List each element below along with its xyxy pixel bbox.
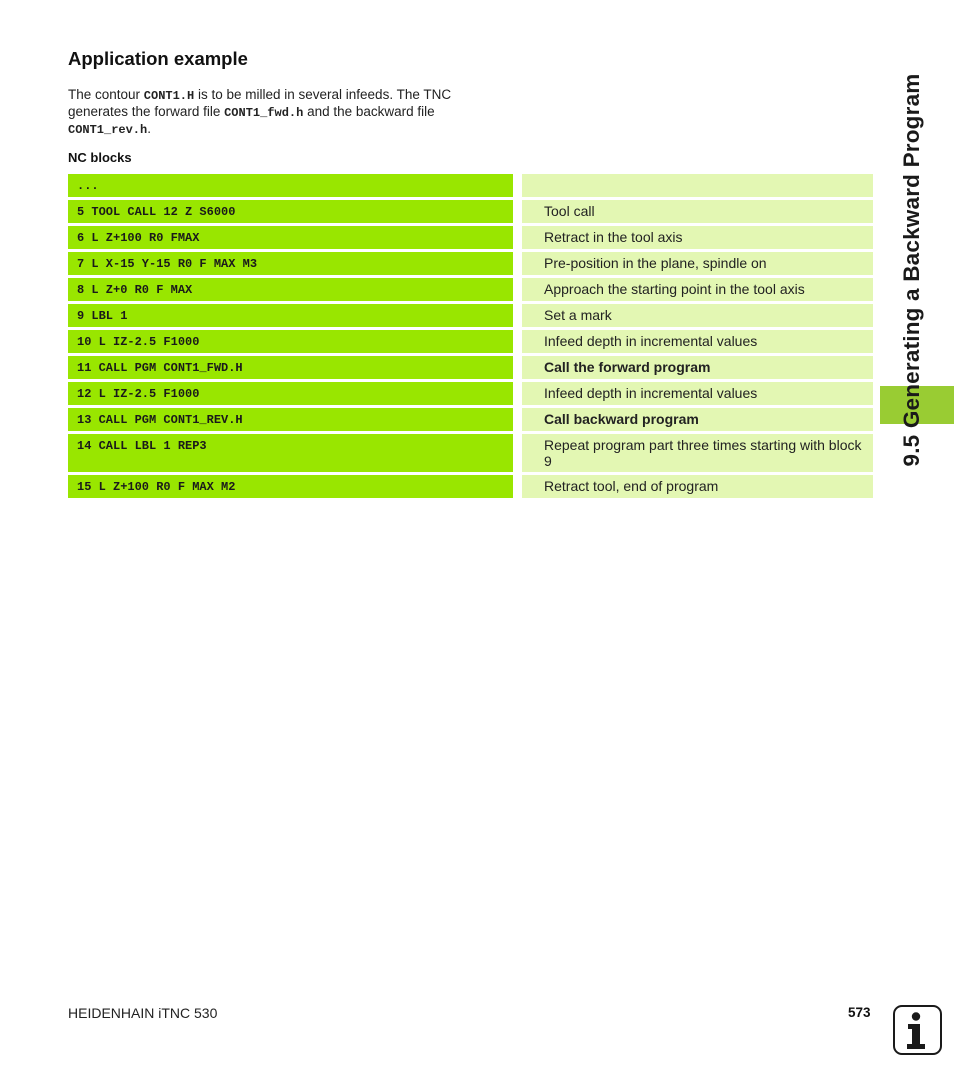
column-gap — [513, 356, 522, 379]
nc-block-code: 11 CALL PGM CONT1_FWD.H — [68, 356, 513, 379]
column-gap — [513, 226, 522, 249]
footer-manual-title: HEIDENHAIN iTNC 530 — [68, 1005, 218, 1021]
section-heading: Application example — [68, 48, 248, 69]
table-row — [68, 226, 873, 249]
nc-block-description — [522, 174, 873, 197]
nc-block-code: 7 L X-15 Y-15 R0 F MAX M3 — [68, 252, 513, 275]
info-glyph — [895, 1007, 939, 1052]
table-row — [68, 252, 873, 275]
table-row — [68, 434, 873, 472]
column-gap — [513, 330, 522, 353]
table-row — [68, 475, 873, 498]
column-gap — [513, 434, 522, 472]
table-row — [68, 304, 873, 327]
column-gap — [513, 200, 522, 223]
nc-block-description: Retract tool, end of program — [522, 475, 873, 498]
nc-block-code: 6 L Z+100 R0 FMAX — [68, 226, 513, 249]
nc-block-description: Tool call — [522, 200, 873, 223]
nc-block-description: Call the forward program — [522, 356, 873, 379]
nc-block-description: Call backward program — [522, 408, 873, 431]
table-row — [68, 382, 873, 405]
nc-block-code: ... — [68, 174, 513, 197]
info-icon — [893, 1005, 942, 1055]
nc-block-code: 5 TOOL CALL 12 Z S6000 — [68, 200, 513, 223]
nc-block-description: Repeat program part three times starting with block 9 — [522, 434, 873, 472]
intro-paragraph — [68, 87, 488, 138]
nc-block-code: 15 L Z+100 R0 F MAX M2 — [68, 475, 513, 498]
intro-text: is to be milled in several infeeds. The TNC generates the forward file — [68, 87, 452, 119]
intro-text: and the backward file — [303, 104, 435, 119]
column-gap — [513, 252, 522, 275]
column-gap — [513, 475, 522, 498]
nc-block-code: 10 L IZ-2.5 F1000 — [68, 330, 513, 353]
nc-block-code: 13 CALL PGM CONT1_REV.H — [68, 408, 513, 431]
nc-block-description: Infeed depth in incremental values — [522, 382, 873, 405]
table-row — [68, 278, 873, 301]
table-row — [68, 174, 873, 197]
nc-block-code: 8 L Z+0 R0 F MAX — [68, 278, 513, 301]
column-gap — [513, 304, 522, 327]
column-gap — [513, 408, 522, 431]
table-row — [68, 408, 873, 431]
contour-filename: CONT1.H — [143, 89, 195, 103]
table-row — [68, 200, 873, 223]
nc-block-description: Set a mark — [522, 304, 873, 327]
nc-block-description: Retract in the tool axis — [522, 226, 873, 249]
chapter-title: 9.5 Generating a Backward Program — [899, 73, 924, 467]
intro-text: . — [147, 121, 151, 136]
nc-blocks-heading: NC blocks — [68, 150, 132, 165]
backward-filename: CONT1_rev.h — [68, 123, 148, 137]
table-row — [68, 356, 873, 379]
forward-filename: CONT1_fwd.h — [224, 106, 304, 120]
nc-blocks-table — [68, 171, 873, 501]
nc-block-description: Approach the starting point in the tool axis — [522, 278, 873, 301]
column-gap — [513, 174, 522, 197]
intro-text: The contour — [68, 87, 144, 102]
table-row — [68, 330, 873, 353]
page-number: 573 — [848, 1005, 871, 1020]
nc-block-description: Pre-position in the plane, spindle on — [522, 252, 873, 275]
nc-block-code: 9 LBL 1 — [68, 304, 513, 327]
nc-block-description: Infeed depth in incremental values — [522, 330, 873, 353]
nc-block-code: 12 L IZ-2.5 F1000 — [68, 382, 513, 405]
nc-block-code: 14 CALL LBL 1 REP3 — [68, 434, 513, 472]
column-gap — [513, 382, 522, 405]
column-gap — [513, 278, 522, 301]
